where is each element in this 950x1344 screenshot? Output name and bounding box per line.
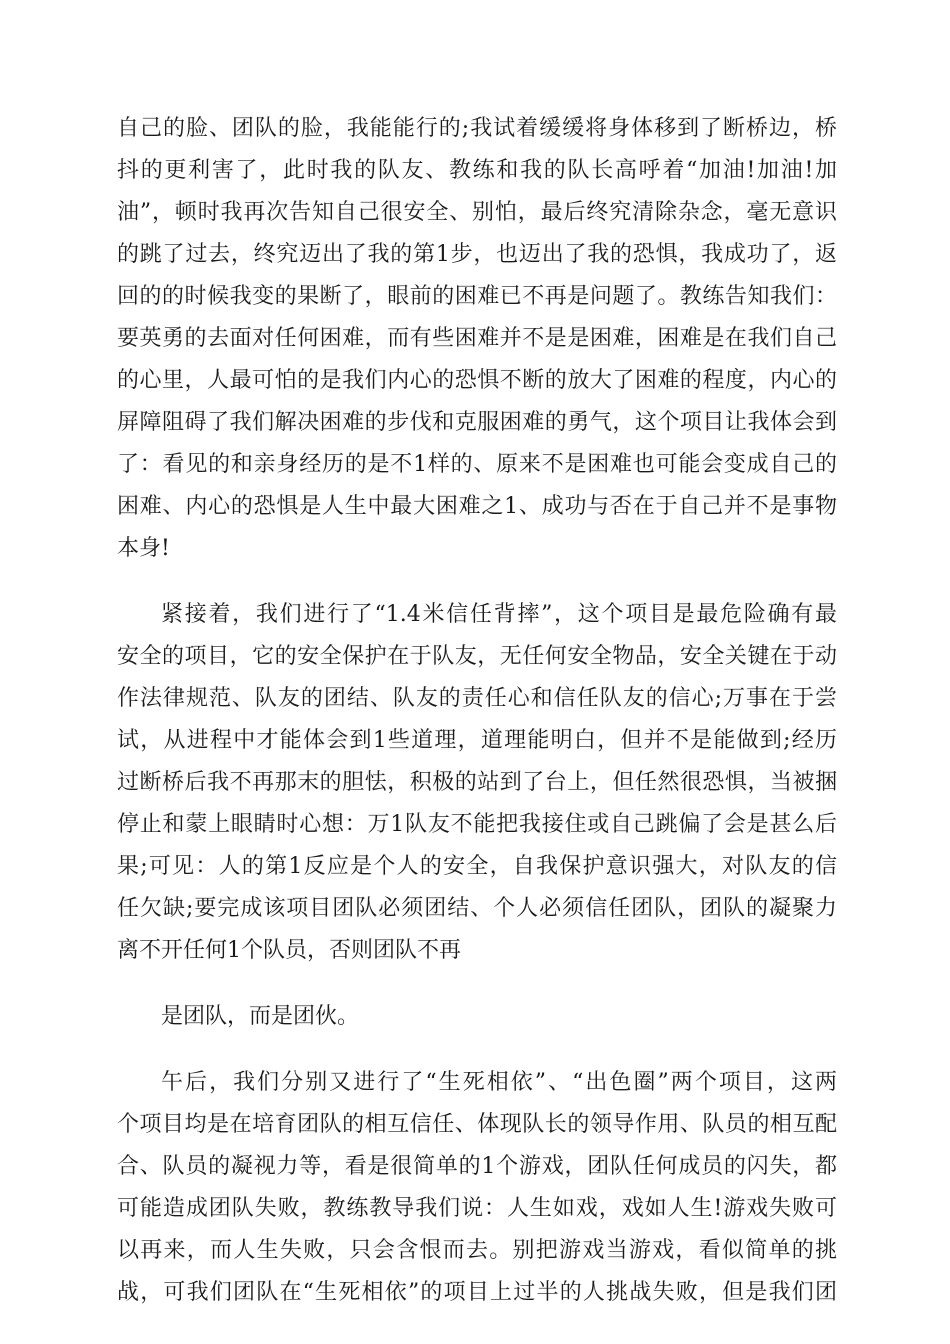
text-line: 紧接着，我们进行了“1.4米信任背摔”，这个项目是最危险确有最 — [161, 602, 837, 627]
paragraph-1 — [117, 108, 837, 570]
text-line: 停止和蒙上眼睛时心想：万1队友不能把我接住或自己跳偏了会是甚么后 — [117, 812, 837, 837]
text-line: 的心里，人最可怕的是我们内心的恐惧不断的放大了困难的程度，内心的 — [117, 368, 837, 393]
text-line: 的跳了过去，终究迈出了我的第1步，也迈出了我的恐惧，我成功了，返 — [117, 242, 837, 267]
text-line: 午后，我们分别又进行了“生死相依”、“出色圈”两个项目，这两 — [161, 1070, 837, 1095]
text-line: 抖的更利害了，此时我的队友、教练和我的队长高呼着“加油!加油!加 — [117, 158, 837, 183]
paragraph-2 — [117, 594, 837, 972]
paragraph-spacer — [117, 1038, 837, 1062]
text-line: 是团队，而是团伙。 — [161, 1004, 360, 1029]
document-body — [117, 108, 837, 1314]
text-line: 离不开任何1个队员，否则团队不再 — [117, 938, 461, 963]
text-line: 个项目均是在培育团队的相互信任、体现队长的领导作用、队员的相互配 — [117, 1112, 837, 1137]
text-line: 战，可我们团队在“生死相依”的项目上过半的人挑战失败，但是我们团 — [117, 1280, 837, 1305]
text-line: 屏障阻碍了我们解决困难的步伐和克服困难的勇气，这个项目让我体会到 — [117, 410, 837, 435]
paragraph-4 — [117, 1062, 837, 1314]
paragraph-3 — [117, 996, 837, 1038]
text-line: 以再来，而人生失败，只会含恨而去。别把游戏当游戏，看似简单的挑 — [117, 1238, 837, 1263]
paragraph-spacer — [117, 972, 837, 996]
text-line: 了：看见的和亲身经历的是不1样的、原来不是困难也可能会变成自己的 — [117, 452, 837, 477]
text-line: 任欠缺;要完成该项目团队必须团结、个人必须信任团队，团队的凝聚力 — [117, 896, 837, 921]
text-line: 油”，顿时我再次告知自己很安全、别怕，最后终究清除杂念，毫无意识 — [117, 200, 837, 225]
text-line: 要英勇的去面对任何困难，而有些困难并不是是困难，困难是在我们自己 — [117, 326, 837, 351]
text-line: 过断桥后我不再那末的胆怯，积极的站到了台上，但任然很恐惧，当被捆 — [117, 770, 837, 795]
text-line: 回的的时候我变的果断了，眼前的困难已不再是问题了。教练告知我们： — [117, 284, 837, 309]
text-line: 本身! — [117, 536, 170, 561]
text-line: 果;可见：人的第1反应是个人的安全，自我保护意识强大，对队友的信 — [117, 854, 837, 879]
paragraph-spacer — [117, 570, 837, 594]
text-line: 试，从进程中才能体会到1些道理，道理能明白，但并不是能做到;经历 — [117, 728, 837, 753]
text-line: 可能造成团队失败，教练教导我们说：人生如戏，戏如人生!游戏失败可 — [117, 1196, 837, 1221]
text-line: 自己的脸、团队的脸，我能能行的;我试着缓缓将身体移到了断桥边，桥 — [117, 116, 837, 141]
text-line: 安全的项目，它的安全保护在于队友，无任何安全物品，安全关键在于动 — [117, 644, 837, 669]
text-line: 合、队员的凝视力等，看是很简单的1个游戏，团队任何成员的闪失，都 — [117, 1154, 837, 1179]
text-line: 困难、内心的恐惧是人生中最大困难之1、成功与否在于自己并不是事物 — [117, 494, 837, 519]
text-line: 作法律规范、队友的团结、队友的责任心和信任队友的信心;万事在于尝 — [117, 686, 837, 711]
